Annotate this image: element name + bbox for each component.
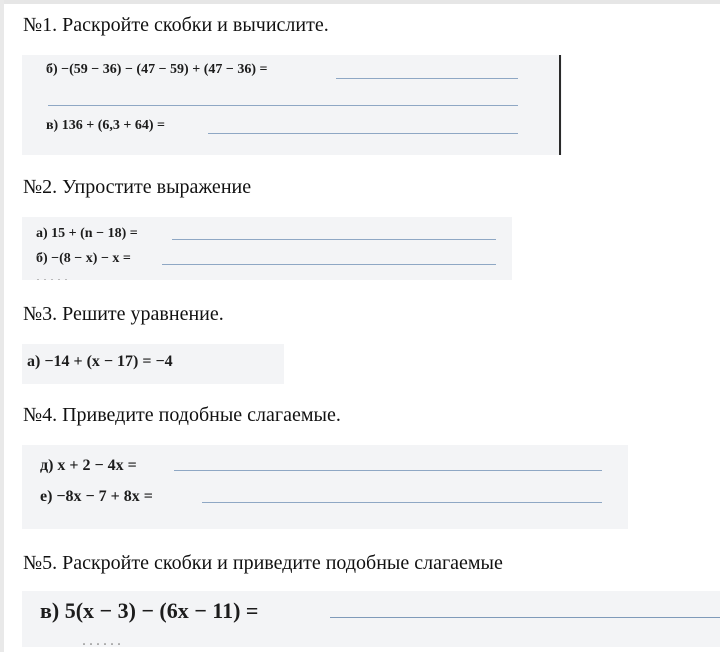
task-4-item-d: д) x + 2 − 4x = (40, 457, 137, 474)
task-5-panel (22, 591, 720, 647)
task-2-panel (22, 217, 512, 280)
task-5-answer-line-1[interactable] (330, 617, 720, 618)
task-4-answer-line-2[interactable] (202, 502, 602, 503)
task-5-heading: №5. Раскройте скобки и приведите подобные слагаемые (23, 552, 503, 574)
task-4-heading: №4. Приведите подобные слагаемые. (23, 404, 341, 426)
task-1-answer-line-2[interactable] (48, 105, 518, 106)
task-3-item-a: а) −14 + (x − 17) = −4 (27, 353, 173, 370)
task-1-heading: №1. Раскройте скобки и вычислите. (23, 14, 329, 36)
task-3-heading: №3. Решите уравнение. (23, 303, 224, 325)
page-top-border (0, 0, 720, 4)
task-4-panel (22, 445, 628, 529)
panel-edge-rule (559, 55, 561, 155)
task-2-answer-line-2[interactable] (162, 264, 496, 265)
task-3-panel (22, 344, 284, 384)
task-2-item-b: б) −(8 − x) − x = (36, 251, 131, 266)
page-left-border (0, 0, 4, 652)
task-1-panel (22, 55, 562, 155)
task-5-cut-off-line: · · · · · · (82, 637, 122, 647)
task-1-item-b: б) −(59 − 36) − (47 − 59) + (47 − 36) = (46, 62, 268, 77)
task-2-heading: №2. Упростите выражение (23, 176, 252, 198)
task-4-item-e: е) −8x − 7 + 8x = (40, 488, 153, 505)
task-1-item-v: в) 136 + (6,3 + 64) = (46, 118, 165, 133)
task-1-answer-line-1[interactable] (336, 78, 518, 79)
task-2-answer-line-1[interactable] (172, 239, 496, 240)
task-2-cut-off-line: · · · · · (36, 273, 69, 280)
task-2-item-a: а) 15 + (n − 18) = (36, 226, 138, 241)
task-1-answer-line-3[interactable] (208, 133, 518, 134)
task-4-answer-line-1[interactable] (174, 470, 602, 471)
task-5-item-v: в) 5(x − 3) − (6x − 11) = (40, 598, 259, 623)
